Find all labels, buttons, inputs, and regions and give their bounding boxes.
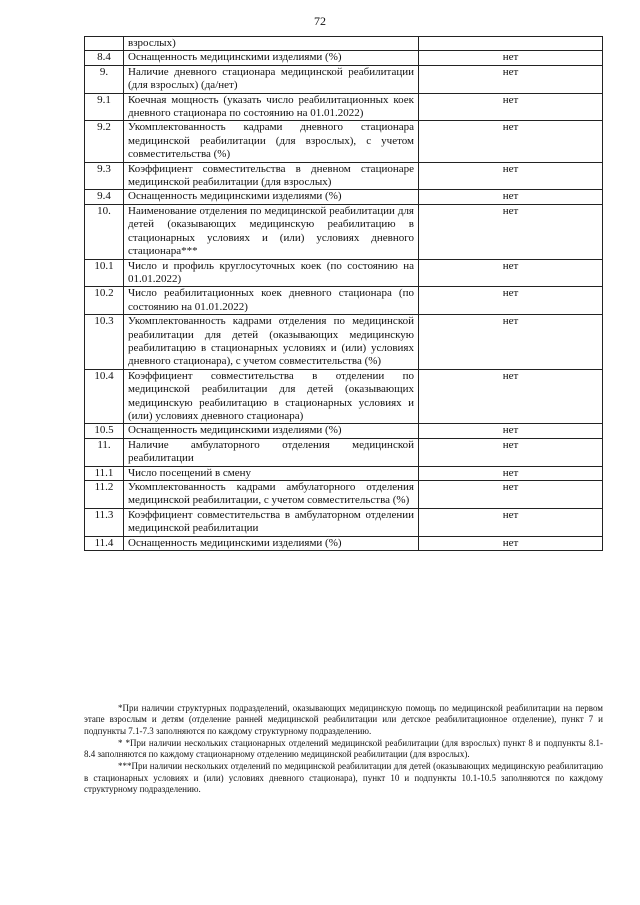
row-number: 9.1 xyxy=(85,93,124,121)
row-number: 11.1 xyxy=(85,466,124,480)
row-description: Наличие дневного стационара медицинской реабилитации (для взрослых) (да/нет) xyxy=(124,65,419,93)
row-description: Коэффициент совместительства в дневном стационаре медицинской реабилитации (для взрослых) xyxy=(124,162,419,190)
row-number: 8.4 xyxy=(85,51,124,65)
table-row xyxy=(85,315,603,370)
row-description: Коэффициент совместительства в отделении по медицинской реабилитации для детей (оказывающих медицинскую реабилитацию в стационарных условиях и (или) условиях дневного стационара) xyxy=(124,369,419,424)
footnotes xyxy=(84,703,603,796)
table-row xyxy=(85,536,603,550)
row-description: взрослых) xyxy=(124,37,419,51)
row-description: Число и профиль круглосуточных коек (по состоянию на 01.01.2022) xyxy=(124,259,419,287)
row-number: 9. xyxy=(85,65,124,93)
table-row xyxy=(85,51,603,65)
row-value: нет xyxy=(419,121,603,162)
row-description: Число посещений в смену xyxy=(124,466,419,480)
row-value: нет xyxy=(419,287,603,315)
row-value: нет xyxy=(419,508,603,536)
row-description: Укомплектованность кадрами дневного стационара медицинской реабилитации (для взрослых), с учетом совместительства (%) xyxy=(124,121,419,162)
row-number: 11.3 xyxy=(85,508,124,536)
row-value xyxy=(419,37,603,51)
row-number: 10. xyxy=(85,204,124,259)
table-row xyxy=(85,121,603,162)
row-number: 10.4 xyxy=(85,369,124,424)
row-number: 9.2 xyxy=(85,121,124,162)
row-value: нет xyxy=(419,162,603,190)
row-value: нет xyxy=(419,466,603,480)
row-description: Коэффициент совместительства в амбулаторном отделении медицинской реабилитации xyxy=(124,508,419,536)
row-number: 10.1 xyxy=(85,259,124,287)
row-description: Число реабилитационных коек дневного стационара (по состоянию на 01.01.2022) xyxy=(124,287,419,315)
row-value: нет xyxy=(419,438,603,466)
row-description: Оснащенность медицинскими изделиями (%) xyxy=(124,51,419,65)
row-value: нет xyxy=(419,536,603,550)
table-row xyxy=(85,204,603,259)
table-row xyxy=(85,259,603,287)
row-value: нет xyxy=(419,190,603,204)
table-row xyxy=(85,424,603,438)
row-value: нет xyxy=(419,369,603,424)
row-number: 9.4 xyxy=(85,190,124,204)
row-description: Наличие амбулаторного отделения медицинской реабилитации xyxy=(124,438,419,466)
row-number: 11. xyxy=(85,438,124,466)
table-row xyxy=(85,508,603,536)
table-row xyxy=(85,481,603,509)
table-row xyxy=(85,37,603,51)
row-value: нет xyxy=(419,51,603,65)
page-number: 72 xyxy=(314,14,326,28)
table-row xyxy=(85,162,603,190)
footnote-3: ***При наличии нескольких отделений по медицинской реабилитации для детей (оказывающих медицинскую реабилитацию в стационарных условиях и (или) условиях дневного стационара), пункт 10 и подпункты 10.1-10.5 заполняются по каждому структурному подразделению. xyxy=(84,761,603,795)
table-row xyxy=(85,369,603,424)
table-row xyxy=(85,190,603,204)
row-description: Оснащенность медицинскими изделиями (%) xyxy=(124,190,419,204)
table-row xyxy=(85,93,603,121)
row-number: 9.3 xyxy=(85,162,124,190)
row-value: нет xyxy=(419,259,603,287)
table-row xyxy=(85,466,603,480)
row-number: 10.3 xyxy=(85,315,124,370)
row-description: Оснащенность медицинскими изделиями (%) xyxy=(124,424,419,438)
row-number: 10.2 xyxy=(85,287,124,315)
table-row xyxy=(85,65,603,93)
row-description: Укомплектованность кадрами амбулаторного отделения медицинской реабилитации, с учетом совместительства (%) xyxy=(124,481,419,509)
row-value: нет xyxy=(419,204,603,259)
row-number: 10.5 xyxy=(85,424,124,438)
row-value: нет xyxy=(419,424,603,438)
row-description: Наименование отделения по медицинской реабилитации для детей (оказывающих медицинскую реабилитацию в стационарных условиях и (или) условиях дневного стационара*** xyxy=(124,204,419,259)
indicators-table xyxy=(84,36,603,551)
footnote-1: *При наличии структурных подразделений, оказывающих медицинскую помощь по медицинской реабилитации на первом этапе взрослым и детям (отделение ранней медицинской реабилитации или детское реабилитационное отделение), пункт 7 и подпункты 7.1-7.3 заполняются по каждому структурному подразделению. xyxy=(84,703,603,736)
table-row xyxy=(85,287,603,315)
row-number xyxy=(85,37,124,51)
row-value: нет xyxy=(419,481,603,509)
row-number: 11.4 xyxy=(85,536,124,550)
table-row xyxy=(85,438,603,466)
row-value: нет xyxy=(419,93,603,121)
row-description: Коечная мощность (указать число реабилитационных коек дневного стационара по состоянию на 01.01.2022) xyxy=(124,93,419,121)
row-value: нет xyxy=(419,315,603,370)
row-description: Укомплектованность кадрами отделения по медицинской реабилитации для детей (оказывающих медицинскую реабилитацию в стационарных условиях и (или) условиях дневного стационара), с учетом совместительства (%) xyxy=(124,315,419,370)
footnote-2: * *При наличии нескольких стационарных отделений медицинской реабилитации (для взрослых) пункт 8 и подпункты 8.1-8.4 заполняются по каждому стационарному отделению медицинской реабилитации (для взрослых). xyxy=(84,737,603,760)
row-number: 11.2 xyxy=(85,481,124,509)
row-value: нет xyxy=(419,65,603,93)
row-description: Оснащенность медицинскими изделиями (%) xyxy=(124,536,419,550)
